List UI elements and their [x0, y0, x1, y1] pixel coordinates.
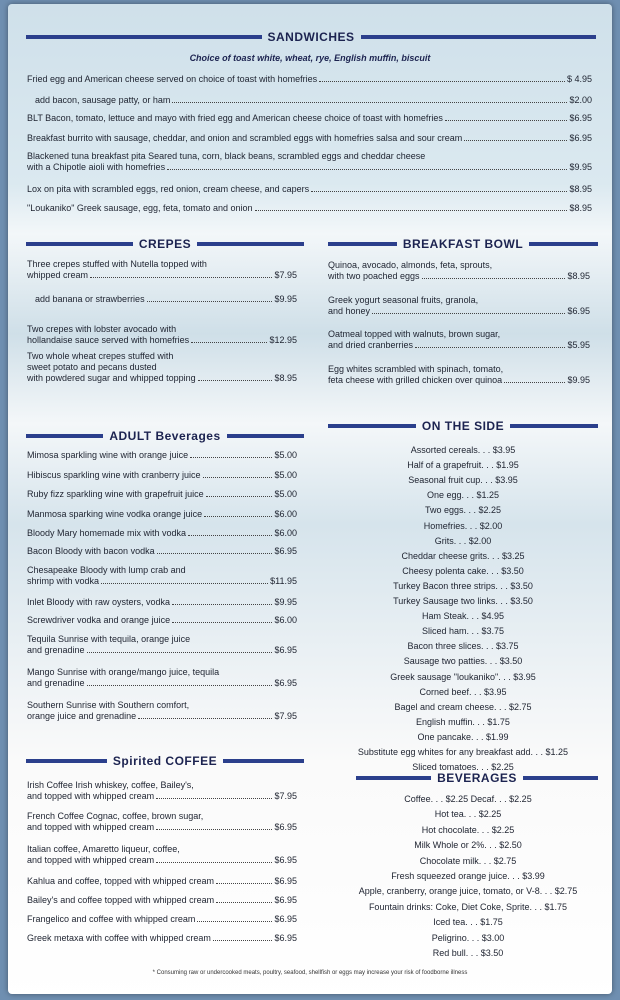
- menu-item-text: [328, 364, 503, 375]
- menu-item-price: $12.95: [269, 335, 297, 345]
- menu-item-desc: Mimosa sparkling wine with orange juice: [27, 450, 189, 460]
- breakfast-bowl-header: [328, 236, 598, 252]
- leader-dots: [90, 277, 272, 278]
- menu-item: [27, 711, 297, 722]
- menu-item-desc: add banana or strawberries: [35, 294, 145, 304]
- menu-item-price: $8.95: [569, 184, 592, 194]
- beverages-header: [356, 770, 598, 786]
- menu-item: [27, 855, 297, 866]
- leader-dots: [206, 496, 273, 497]
- header-rule: [510, 424, 598, 428]
- menu-item-text: [27, 259, 207, 270]
- leader-dots: [197, 921, 272, 922]
- menu-item: [27, 546, 297, 557]
- menu-item-text: [27, 324, 176, 335]
- menu-item-desc: Southern Sunrise with Southern comfort,: [27, 700, 190, 710]
- on-the-side-header: [328, 418, 598, 434]
- header-rule: [523, 776, 598, 780]
- menu-item: [27, 509, 297, 520]
- menu-item-text: [328, 260, 492, 271]
- menu-item: [27, 876, 297, 887]
- menu-item-desc: with powdered sugar and whipped topping: [27, 373, 196, 383]
- side-item: Substitute egg whites for any breakfast add. . . $1.25: [357, 747, 569, 757]
- menu-item-desc: orange juice and grenadine: [27, 711, 137, 721]
- menu-item-price: $6.95: [569, 133, 592, 143]
- leader-dots: [138, 718, 272, 719]
- menu-item-price: $8.95: [274, 373, 297, 383]
- header-rule: [26, 759, 107, 763]
- side-item: Hot chocolate. . . $2.25: [421, 824, 515, 835]
- menu-item-desc: Oatmeal topped with walnuts, brown sugar,: [328, 329, 501, 339]
- header-rule: [356, 776, 431, 780]
- menu-item-price: $5.00: [274, 450, 297, 460]
- leader-dots: [319, 81, 565, 82]
- menu-item-desc: and topped with whipped cream: [27, 822, 155, 832]
- leader-dots: [157, 553, 273, 554]
- menu-item: [27, 133, 592, 144]
- section-title: SANDWICHES: [267, 30, 355, 44]
- menu-item-desc: French Coffee Cognac, coffee, brown sugar,: [27, 811, 204, 821]
- menu-item-desc: Bacon Bloody with bacon vodka: [27, 546, 155, 556]
- menu-item: [27, 645, 297, 656]
- leader-dots: [87, 652, 273, 653]
- menu-item-price: $6.95: [274, 876, 297, 886]
- leader-dots: [172, 102, 567, 103]
- side-item: Hot tea. . . $2.25: [434, 809, 502, 820]
- side-item: Two eggs. . . $2.25: [424, 505, 502, 516]
- menu-item-desc: Two crepes with lobster avocado with: [27, 324, 177, 334]
- leader-dots: [167, 169, 567, 170]
- menu-item-desc: "Loukaniko" Greek sausage, egg, feta, tomato and onion: [27, 203, 253, 213]
- side-item: Apple, cranberry, orange juice, tomato, or V-8. . . $2.75: [358, 886, 578, 897]
- header-rule: [328, 242, 397, 246]
- adult-beverages-header: [26, 428, 304, 444]
- leader-dots: [87, 685, 273, 686]
- menu-item-desc: Bailey's and coffee topped with whipped cream: [27, 895, 215, 905]
- side-item: Iced tea. . . $1.75: [433, 917, 503, 928]
- menu-item-desc: Two whole wheat crepes stuffed with: [27, 351, 174, 361]
- menu-sheet: [8, 4, 612, 994]
- menu-item-desc: and dried cranberries: [328, 340, 414, 350]
- menu-item-price: $6.95: [567, 306, 590, 316]
- menu-item-desc: BLT Bacon, tomato, lettuce and mayo with fried egg and American cheese choice of toast with homefries: [27, 113, 443, 123]
- spirited-coffee-header: [26, 753, 304, 769]
- leader-dots: [445, 120, 568, 121]
- leader-dots: [415, 347, 565, 348]
- menu-item: [27, 489, 297, 500]
- menu-item: [27, 450, 297, 461]
- leader-dots: [156, 798, 272, 799]
- side-item: Seasonal fruit cup. . . $3.95: [408, 475, 518, 486]
- menu-item: [27, 597, 297, 608]
- menu-item: [27, 270, 297, 281]
- leader-dots: [156, 829, 272, 830]
- leader-dots: [213, 940, 273, 941]
- section-title: ADULT Beverages: [109, 429, 221, 443]
- side-item: Turkey Bacon three strips. . . $3.50: [393, 580, 533, 591]
- menu-item: [27, 822, 297, 833]
- menu-item-desc: with a Chipotle aioli with homefries: [27, 162, 166, 172]
- menu-item: [27, 184, 592, 195]
- menu-item-desc: Inlet Bloody with raw oysters, vodka: [27, 597, 171, 607]
- menu-item-price: $9.95: [569, 162, 592, 172]
- menu-item-desc: Greek metaxa with coffee with whipped cream: [27, 933, 211, 943]
- leader-dots: [198, 380, 273, 381]
- header-rule: [227, 434, 304, 438]
- leader-dots: [172, 604, 272, 605]
- menu-item-desc: and honey: [328, 306, 371, 316]
- leader-dots: [216, 902, 272, 903]
- header-rule: [361, 35, 597, 39]
- leader-dots: [203, 477, 273, 478]
- menu-item-desc: and topped with whipped cream: [27, 855, 155, 865]
- side-item: Fresh squeezed orange juice. . . $3.99: [391, 871, 545, 881]
- menu-item-text: [27, 634, 190, 645]
- header-rule: [26, 35, 262, 39]
- menu-item-text: [328, 295, 478, 306]
- header-rule: [26, 434, 103, 438]
- menu-item-desc: add bacon, sausage patty, or ham: [35, 95, 171, 105]
- side-item: One pancake. . . $1.99: [417, 731, 509, 742]
- menu-item-desc: hollandaise sauce served with homefries: [27, 335, 190, 345]
- menu-item-desc: and grenadine: [27, 678, 85, 688]
- side-item: Assorted cereals. . . $3.95: [410, 445, 516, 455]
- menu-item: [27, 914, 297, 925]
- menu-item-desc: Greek yogurt seasonal fruits, granola,: [328, 295, 479, 305]
- menu-item-desc: and topped with whipped cream: [27, 791, 155, 801]
- leader-dots: [204, 516, 272, 517]
- menu-item: [27, 528, 297, 539]
- header-rule: [328, 424, 416, 428]
- menu-item-price: $6.95: [274, 645, 297, 655]
- side-item: Sliced ham. . . $3.75: [421, 626, 505, 637]
- menu-item-price: $6.95: [274, 914, 297, 924]
- menu-item: [27, 74, 592, 85]
- menu-item-price: $8.95: [567, 271, 590, 281]
- menu-item: [27, 576, 297, 587]
- side-item: Corned beef. . . $3.95: [419, 686, 507, 697]
- menu-item-desc: Mango Sunrise with orange/mango juice, tequila: [27, 667, 220, 677]
- menu-item-price: $6.95: [274, 822, 297, 832]
- menu-item-desc: Breakfast burrito with sausage, cheddar, and onion and scrambled eggs with homefries salsa and sour cream: [27, 133, 463, 143]
- menu-item-price: $6.95: [274, 678, 297, 688]
- menu-item-text: [27, 667, 219, 678]
- menu-item-price: $6.95: [274, 546, 297, 556]
- menu-item-price: $ 4.95: [566, 74, 592, 84]
- leader-dots: [147, 301, 273, 302]
- menu-item-text: [27, 565, 186, 576]
- leader-dots: [255, 210, 568, 211]
- side-item: Half of a grapefruit. . . $1.95: [407, 460, 519, 471]
- menu-item: [27, 373, 297, 384]
- section-title: ON THE SIDE: [421, 419, 505, 433]
- side-item: Grits. . . $2.00: [434, 535, 492, 546]
- menu-item-desc: sweet potato and pecans dusted: [27, 362, 157, 372]
- leader-dots: [191, 342, 267, 343]
- header-rule: [223, 759, 304, 763]
- header-rule: [197, 242, 304, 246]
- menu-item-desc: Chesapeake Bloody with lump crab and: [27, 565, 186, 575]
- menu-item-desc: with two poached eggs: [328, 271, 420, 281]
- leader-dots: [504, 382, 565, 383]
- menu-item-desc: feta cheese with grilled chicken over quinoa: [328, 375, 503, 385]
- menu-item: [27, 791, 297, 802]
- menu-item-price: $2.00: [569, 95, 592, 105]
- side-item: Fountain drinks: Coke, Diet Coke, Sprite. . . $1.75: [368, 901, 568, 912]
- menu-item: [27, 113, 592, 124]
- menu-item-desc: Frangelico and coffee with whipped cream: [27, 914, 196, 924]
- side-item: Coffee. . . $2.25 Decaf. . . $2.25: [404, 794, 532, 804]
- header-rule: [529, 242, 598, 246]
- menu-item-text: [328, 329, 500, 340]
- section-title: BREAKFAST BOWL: [402, 237, 524, 251]
- leader-dots: [188, 535, 272, 536]
- side-item: Peligrino. . . $3.00: [431, 932, 505, 943]
- menu-item: [27, 933, 297, 944]
- menu-item-price: $6.95: [274, 933, 297, 943]
- side-item: Turkey Sausage two links. . . $3.50: [393, 596, 533, 606]
- side-item: Ham Steak. . . $4.95: [421, 611, 505, 622]
- menu-item-price: $11.95: [270, 576, 297, 586]
- menu-item-desc: Egg whites scrambled with spinach, tomato,: [328, 364, 504, 374]
- side-item: Cheddar cheese grits. . . $3.25: [401, 550, 525, 561]
- sandwiches-subtitle: Choice of toast white, wheat, rye, English muffin, biscuit: [189, 53, 431, 63]
- menu-item-desc: Italian coffee, Amaretto liqueur, coffee,: [27, 844, 180, 854]
- menu-item-desc: Quinoa, avocado, almonds, feta, sprouts,: [328, 260, 493, 270]
- menu-item: [328, 306, 590, 317]
- menu-item-desc: Three crepes stuffed with Nutella topped with: [27, 259, 207, 269]
- header-rule: [26, 242, 133, 246]
- menu-item: [27, 678, 297, 689]
- side-item: Milk Whole or 2%. . . $2.50: [414, 840, 522, 851]
- menu-item-desc: Screwdriver vodka and orange juice: [27, 615, 171, 625]
- leader-dots: [101, 583, 268, 584]
- crepes-header: [26, 236, 304, 252]
- menu-item-desc: Tequila Sunrise with tequila, orange juice: [27, 634, 191, 644]
- side-item: Sausage two patties. . . $3.50: [403, 656, 523, 667]
- menu-item-price: $6.95: [569, 113, 592, 123]
- menu-item-desc: Hibiscus sparkling wine with cranberry juice: [27, 470, 201, 480]
- side-item: Cheesy polenta cake. . . $3.50: [402, 565, 524, 576]
- menu-item-text: [27, 844, 180, 855]
- menu-item-desc: Manmosa sparking wine vodka orange juice: [27, 509, 203, 519]
- menu-item-desc: Bloody Mary homemade mix with vodka: [27, 528, 187, 538]
- leader-dots: [311, 191, 567, 192]
- menu-item-desc: Kahlua and coffee, topped with whipped cream: [27, 876, 214, 886]
- menu-item-desc: shrimp with vodka: [27, 576, 100, 586]
- menu-item-price: $8.95: [569, 203, 592, 213]
- footnote: * Consuming raw or undercooked meats, poultry, seafood, shellfish or eggs may increase your risk of foodborne illness: [152, 970, 468, 976]
- leader-dots: [422, 278, 566, 279]
- menu-item: [35, 294, 297, 305]
- menu-item-desc: Lox on pita with scrambled eggs, red onion, cream cheese, and capers: [27, 184, 310, 194]
- menu-item: [328, 375, 590, 386]
- leader-dots: [464, 140, 567, 141]
- menu-item-price: $6.95: [274, 895, 297, 905]
- side-item: Bacon three slices. . . $3.75: [407, 641, 519, 652]
- menu-item-desc: Blackened tuna breakfast pita Seared tuna, corn, black beans, scrambled eggs and cheddar cheese: [27, 151, 426, 161]
- leader-dots: [372, 313, 565, 314]
- menu-item-price: $9.95: [567, 375, 590, 385]
- side-item: English muffin. . . $1.75: [416, 716, 510, 727]
- menu-item-desc: and grenadine: [27, 645, 85, 655]
- menu-item-text: [27, 700, 189, 711]
- side-item: Chocolate milk. . . $2.75: [419, 855, 517, 866]
- menu-item-text: [27, 780, 194, 791]
- leader-dots: [172, 622, 272, 623]
- menu-item-text: [27, 811, 203, 822]
- menu-item-text: [27, 151, 425, 162]
- menu-item-price: $7.95: [274, 270, 297, 280]
- menu-item-price: $6.00: [274, 509, 297, 519]
- side-item: Bagel and cream cheese. . . $2.75: [394, 701, 532, 712]
- menu-item-desc: whipped cream: [27, 270, 89, 280]
- sandwiches-header: [26, 29, 596, 45]
- menu-item: [328, 271, 590, 282]
- side-item: Homefries. . . $2.00: [423, 520, 503, 531]
- menu-item-price: $6.00: [274, 528, 297, 538]
- menu-item-text: [27, 351, 173, 362]
- menu-item-price: $7.95: [274, 711, 297, 721]
- side-item: Greek sausage "loukaniko". . . $3.95: [390, 671, 536, 682]
- menu-item: [27, 895, 297, 906]
- section-title: BEVERAGES: [437, 771, 517, 785]
- menu-item: [27, 470, 297, 481]
- side-item: Sliced tomatoes. . . $2.25: [412, 762, 514, 773]
- menu-item-desc: Irish Coffee Irish whiskey, coffee, Bailey's,: [27, 780, 194, 790]
- menu-item: [27, 335, 297, 346]
- menu-item-price: $5.00: [274, 470, 297, 480]
- menu-item-price: $6.95: [274, 855, 297, 865]
- section-title: Spirited COFFEE: [112, 754, 218, 768]
- leader-dots: [190, 457, 272, 458]
- menu-item-price: $5.00: [274, 489, 297, 499]
- menu-item: [27, 162, 592, 173]
- leader-dots: [156, 862, 272, 863]
- side-item: Red bull. . . $3.50: [432, 948, 504, 958]
- section-title: CREPES: [138, 237, 192, 251]
- menu-item-desc: Fried egg and American cheese served on choice of toast with homefries: [27, 74, 318, 84]
- menu-item-price: $9.95: [274, 294, 297, 304]
- leader-dots: [216, 883, 273, 884]
- menu-item-price: $9.95: [274, 597, 297, 607]
- menu-item: [27, 203, 592, 214]
- side-item: One egg. . . $1.25: [426, 490, 500, 501]
- menu-item-price: $6.00: [274, 615, 297, 625]
- menu-item-price: $7.95: [274, 791, 297, 801]
- menu-item-price: $5.95: [567, 340, 590, 350]
- menu-item-desc: Ruby fizz sparkling wine with grapefruit juice: [27, 489, 204, 499]
- menu-item: [328, 340, 590, 351]
- menu-item-text: [27, 362, 157, 373]
- menu-item: [27, 615, 297, 626]
- menu-item: [35, 95, 592, 106]
